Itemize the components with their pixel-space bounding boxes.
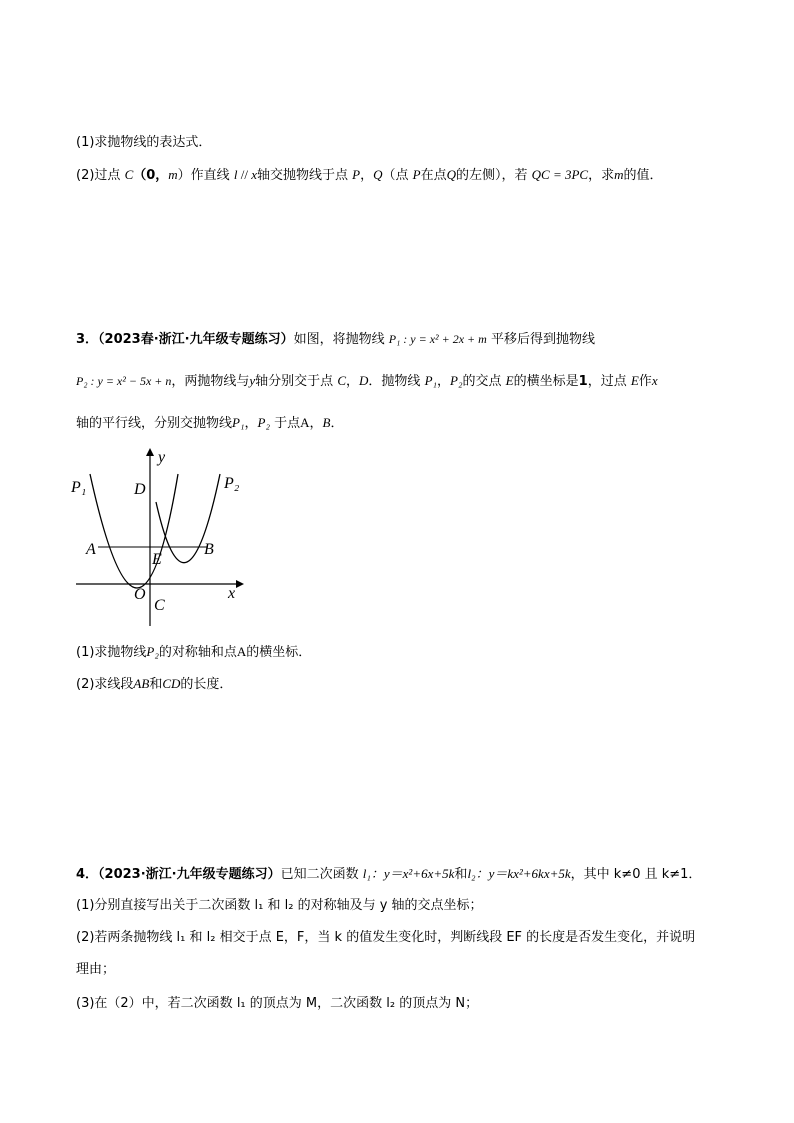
label-e: E (152, 551, 162, 568)
q4-part2-line2: 理由； (76, 962, 116, 977)
parabola-figure (68, 448, 258, 638)
y-axis-arrow (146, 448, 154, 456)
q2-part2: (2)过点 C（0，m）作直线 l // x轴交抛物线于点 P，Q（点 P在点Q的左侧），若 QC = 3PC，求m的值． (76, 167, 663, 183)
q3-part2: (2)求线段AB和CD的长度． (76, 676, 233, 692)
label-y: y (158, 449, 166, 466)
q3-stem-line3: 轴的平行线，分别交抛物线P₁，P₂ 于点A，B． (76, 415, 344, 431)
label-a: A (86, 541, 96, 558)
label-x: x (228, 585, 236, 602)
q4-stem: 4．（2023·浙江·九年级专题练习）已知二次函数 l₁：y＝x²+6x+5k和l₂：y＝kx²+6kx+5k，其中 k≠0 且 k≠1． (76, 866, 702, 882)
q4-part1: (1)分别直接写出关于二次函数 l₁ 和 l₂ 的对称轴及与 y 轴的交点坐标； (76, 898, 483, 913)
q4-part2-line1: (2)若两条抛物线 l₁ 和 l₂ 相交于点 E，F，当 k 的值发生变化时，判断线段 EF 的长度是否发生变化，并说明 (76, 930, 696, 945)
q3-part1: (1)求抛物线P₂的对称轴和点A的横坐标． (76, 644, 312, 660)
x-axis-arrow (236, 580, 244, 588)
q3-stem-line1: 3．（2023春·浙江·九年级专题练习）如图，将抛物线 P₁ : y = x² + 2x + m 平移后得到抛物线 (76, 332, 595, 347)
label-c: C (154, 597, 165, 614)
label-b: B (204, 541, 214, 558)
label-p2: P₂ (224, 475, 240, 492)
label-o: O (134, 586, 146, 603)
q3-stem-line2: P₂ : y = x² − 5x + n，两抛物线与y轴分别交于点 C，D．抛物线 P₁，P₂的交点 E的横坐标是1，过点 E作x (76, 373, 658, 389)
q2-part1: (1)求抛物线的表达式． (76, 135, 212, 150)
label-d: D (134, 481, 146, 498)
label-p1: P₁ (71, 479, 87, 496)
q4-part3: (3)在（2）中，若二次函数 l₁ 的顶点为 M，二次函数 l₂ 的顶点为 N； (76, 996, 479, 1011)
